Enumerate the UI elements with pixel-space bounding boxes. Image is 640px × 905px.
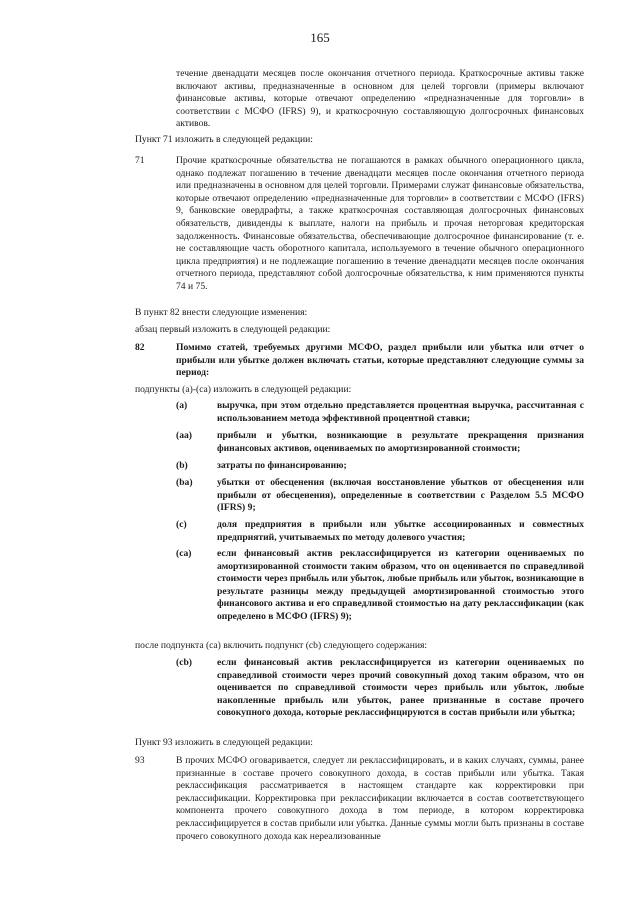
instruction-para-82: В пункт 82 внести следующие изменения: bbox=[135, 307, 308, 318]
instruction-para-82-first: абзац первый изложить в следующей редакции: bbox=[135, 324, 331, 335]
item-text: доля предприятия в прибыли или убытке ассоциированных и совместных предприятий, учитываемых по методу долевого участия; bbox=[217, 519, 584, 543]
para-71-number: 71 bbox=[135, 155, 145, 166]
item-label: (ba) bbox=[176, 477, 193, 488]
item-label: (c) bbox=[176, 519, 187, 530]
item-text: затраты по финансированию; bbox=[217, 460, 347, 471]
para-93-number: 93 bbox=[135, 755, 145, 766]
item-label: (ca) bbox=[176, 548, 192, 559]
item-text: выручка, при этом отдельно представляется процентная выручка, рассчитанная с использованием метода эффективной процентной ставки; bbox=[217, 400, 584, 424]
instruction-item-cb: после подпункта (ca) включить подпункт (cb) следующего содержания: bbox=[135, 640, 428, 651]
item-label: (b) bbox=[176, 460, 188, 471]
intro-paragraph: течение двенадцати месяцев после окончания отчетного периода. Краткосрочные активы также включают активы, предназначенные в основном для целей торговли (примеры включают финансовые активы, которые отвечают определению «предназначенные для торговли» в соответствии с МСФО (IFRS) 9), и краткосрочную составляющую долгосрочных финансовых активов. bbox=[176, 68, 584, 130]
item-text: убытки от обесценения (включая восстановление убытков от обесценения или прибыли от обесценения), определенные в соответствии с Разделом 5.5 МСФО (IFRS) 9; bbox=[217, 477, 584, 514]
para-93-text: В прочих МСФО оговаривается, следует ли реклассифицировать, и в каких случаях, суммы, ранее признанные в составе прочего совокупного дохода, в состав прибыли или убытка. Такая реклассификация рассматривается в настоящем стандарте как корректировки при реклассификации. Корректировка при реклассификации включается в состав соответствующего компонента прочего совокупного дохода в том периоде, в котором корректировка реклассифицируется в состав прибыли или убытка. Данные суммы могли быть признаны в составе прочего совокупного дохода как нереализованные bbox=[176, 755, 584, 842]
item-label: (a) bbox=[176, 400, 188, 411]
item-text: прибыли и убытки, возникающие в результате прекращения признания финансовых активов, оцениваемых по амортизированной стоимости; bbox=[217, 430, 584, 454]
instruction-subitems: подпункты (a)-(ca) изложить в следующей редакции: bbox=[135, 384, 352, 395]
instruction-para-93: Пункт 93 изложить в следующей редакции: bbox=[135, 737, 313, 748]
para-82-number: 82 bbox=[135, 342, 145, 353]
instruction-para-71: Пункт 71 изложить в следующей редакции: bbox=[135, 134, 313, 145]
page-number: 165 bbox=[310, 30, 330, 45]
item-text: если финансовый актив реклассифицируется из категории оцениваемых по амортизированной стоимости таким образом, что он оценивается по справедливой стоимости через прибыль или убыток, любые прибыль или убыток, возникающие в результате разницы между предыдущей амортизированной стоимостью этого финансового актива и его справедливой стоимостью на дату реклассификации (как определено в МСФО (IFRS) 9); bbox=[217, 548, 584, 622]
item-cb-label: (cb) bbox=[176, 657, 192, 668]
item-label: (aa) bbox=[176, 430, 192, 441]
item-cb-text: если финансовый актив реклассифицируется из категории оцениваемых по справедливой стоимости через прочий совокупный доход таким образом, что он оценивается по справедливой стоимости через прибыль или убыток, любые накопленные прибыль или убыток, ранее признанные в составе прочего совокупного дохода, которые реклассифицируются в состав прибыли или убытка; bbox=[217, 657, 584, 719]
para-71-text: Прочие краткосрочные обязательства не погашаются в рамках обычного операционного цикла, однако подлежат погашению в течение двенадцати месяцев после окончания отчетного периода или предназначены в основном для целей торговли. Примерами служат финансовые обязательства, которые отвечают определению «предназначенные для торговли» в соответствии с МСФО (IFRS) 9, банковские овердрафты, а также краткосрочная составляющая долгосрочных финансовых обязательств, дивиденды к выплате, налоги на прибыль и прочая неторговая кредиторская задолженность. Финансовые обязательства, обеспечивающие долгосрочное финансирование (т. е. не составляющие часть оборотного капитала, используемого в течение обычного операционного цикла предприятия) и не подлежащие погашению в течение двенадцати месяцев после окончания отчетного периода, представляют собой долгосрочные обязательства, к ним применяются пункты 74 и 75. bbox=[176, 155, 584, 292]
para-82-text: Помимо статей, требуемых другими МСФО, раздел прибыли или убытка или отчет о прибыли или убытке должен включать статьи, которые представляют следующие суммы за период: bbox=[176, 342, 584, 379]
